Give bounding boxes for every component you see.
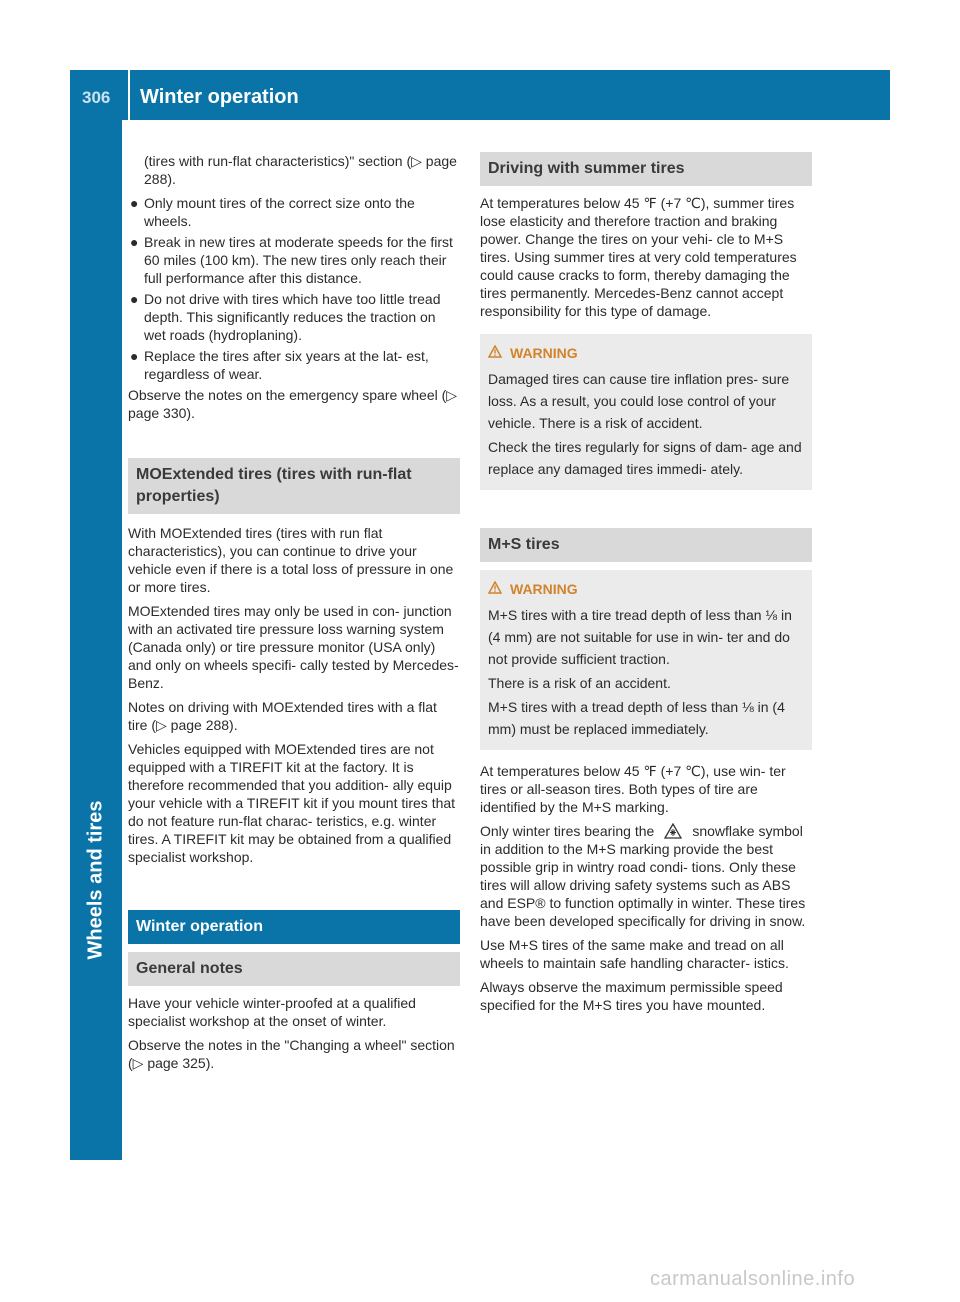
general-notes-heading: General notes [128,952,460,986]
bullet-icon: ● [130,348,139,364]
moextended-paragraph: With MOExtended tires (tires with run flat characteristics), you can continue to drive your vehicle even if there is a total loss of pressure in one or more tires. [128,525,454,595]
continued-bullet-text: (tires with run-flat characteristics)" section (▷ page 288). [144,153,457,187]
site-watermark: carmanualsonline.info [650,1268,856,1290]
list-item: ● Replace the tires after six years at the lat- est, regardless of wear. [130,348,429,382]
page-header [70,70,890,120]
bullet-icon: ● [130,291,139,307]
header-separator [128,70,130,120]
winter-operation-heading: Winter operation [128,910,460,944]
warning-triangle-icon [488,342,502,364]
ms-warning-box [480,570,812,750]
ms-tires-heading: M+S tires [480,528,812,562]
page-number: 306 [82,88,111,107]
warning-title: WARNING [488,578,804,600]
moextended-heading: MOExtended tires (tires with run-flat properties) [128,458,460,514]
bullet-icon: ● [130,195,139,211]
mountain-snowflake-icon [664,823,682,839]
warning-text: M+S tires with a tread depth of less than ⅛ in (4 mm) must be replaced immediately. [488,699,785,737]
ms-snowflake-paragraph: Only winter tires bearing the snowflake symbol in addition to the M+S marking provide the best possible grip in wintry road condi- tions. Only these tires will allow driving safety systems such as ABS and ESP® to function optimally in winter. These tires have been developed specifically for driving in snow. [480,823,806,929]
list-item: ● Only mount tires of the correct size onto the wheels. [130,195,415,229]
tire-tips-list [128,194,460,383]
warning-text: Check the tires regularly for signs of dam- age and replace any damaged tires immedi- ately. [488,439,802,477]
right-column [480,152,812,1020]
spare-wheel-note: Observe the notes on the emergency spare wheel (▷ page 330). [128,387,458,421]
summer-paragraph: At temperatures below 45 ℉ (+7 ℃), summer tires lose elasticity and therefore traction and braking power. Change the tires on your vehi- cle to M+S tires. Using summer tires at very cold temperatures could cause cracks to form, thereby damaging the tires permanently. Mercedes-Benz cannot accept responsibility for this type of damage. [480,195,797,319]
left-column [128,152,460,1078]
warning-text: Damaged tires can cause tire inflation pres- sure loss. As a result, you could lose control of your vehicle. There is a risk of accident. [488,371,790,431]
moextended-paragraph: Vehicles equipped with MOExtended tires are not equipped with a TIREFIT kit at the factory. It is therefore recommended that you addition- ally equip your vehicle with a TIREFIT kit if you mount tires that do not feature run-flat charac- teristics, e.g. winter tires. A TIREFIT kit may be obtained from a qualified specialist workshop. [128,741,456,865]
moextended-paragraph: Notes on driving with MOExtended tires with a flat tire (▷ page 288). [128,699,437,733]
ms-paragraph: Always observe the maximum permissible speed specified for the M+S tires you have mounted. [480,979,783,1013]
warning-text: M+S tires with a tire tread depth of less than ⅛ in (4 mm) are not suitable for use in win- ter and do not provide sufficient traction. [488,607,792,667]
summer-tires-heading: Driving with summer tires [480,152,812,186]
side-tab-label: Wheels and tires [84,800,107,960]
ms-paragraph: At temperatures below 45 ℉ (+7 ℃), use win- ter tires or all-season tires. Both types of tire are identified by the M+S marking. [480,763,786,815]
page-title: Winter operation [140,86,299,108]
list-item: ● Do not drive with tires which have too little tread depth. This significantly reduces the traction on wet roads (hydroplaning). [130,291,441,343]
summer-warning-box [480,334,812,490]
moextended-paragraph: MOExtended tires may only be used in con- junction with an activated tire pressure loss warning system (Canada only) or tire pressure monitor (USA only) and only on wheels specifi- cally tested by Mercedes-Benz. [128,603,459,691]
warning-triangle-icon [488,578,502,600]
winter-paragraph: Have your vehicle winter-proofed at a qualified specialist workshop at the onset of winter. [128,995,416,1029]
list-item: ● Break in new tires at moderate speeds for the first 60 miles (100 km). The new tires only reach their full performance after this distance. [130,234,453,286]
bullet-icon: ● [130,234,139,250]
section-side-tab [70,120,122,1160]
winter-paragraph: Observe the notes in the "Changing a wheel" section (▷ page 325). [128,1037,455,1071]
ms-paragraph: Use M+S tires of the same make and tread on all wheels to maintain safe handling character- istics. [480,937,789,971]
warning-title: WARNING [488,342,804,364]
warning-text: There is a risk of an accident. [488,675,671,691]
